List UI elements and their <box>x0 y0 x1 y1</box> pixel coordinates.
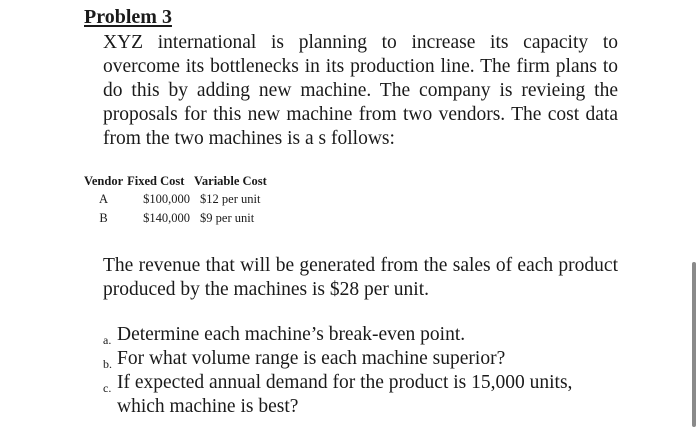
cost-table-header-row <box>82 174 269 190</box>
table-row <box>82 209 269 228</box>
problem-title: Problem 3 <box>84 6 172 28</box>
question-list <box>103 323 618 419</box>
revenue-statement: The revenue that will be generated from the sales of each product produced by the machines is $28 per unit. <box>103 255 618 300</box>
question-text: For what volume range is each machine superior? <box>117 348 506 369</box>
fixed-cost-column-header: Fixed Cost <box>127 174 185 188</box>
variable-cost-column-header: Variable Cost <box>194 174 267 188</box>
cost-table <box>82 174 269 228</box>
question-text: If expected annual demand for the product is 15,000 units, which machine is best? <box>117 372 573 417</box>
list-item <box>103 323 618 347</box>
question-marker: a. <box>103 333 112 347</box>
fixed-cost-cell: $140,000 <box>143 211 191 225</box>
list-item <box>103 371 618 419</box>
vertical-scrollbar[interactable] <box>692 262 696 427</box>
vendor-column-header: Vendor <box>84 174 124 188</box>
question-marker: b. <box>103 357 112 371</box>
list-item <box>103 347 618 371</box>
table-row <box>82 190 269 209</box>
question-text: Determine each machine’s break-even point. <box>117 324 466 345</box>
vendor-cell: B <box>99 211 108 225</box>
variable-cost-cell: $9 per unit <box>200 211 255 225</box>
variable-cost-cell: $12 per unit <box>200 192 261 206</box>
question-marker: c. <box>103 381 112 395</box>
fixed-cost-cell: $100,000 <box>143 192 191 206</box>
vendor-cell: A <box>99 192 109 206</box>
problem-intro: XYZ international is planning to increase its capacity to overcome its bottlenecks in its production line. The firm plans to do this by adding new machine. The company is revieing the proposals for this new machine from two vendors. The cost data from the two machines is a s follows: <box>103 32 618 149</box>
